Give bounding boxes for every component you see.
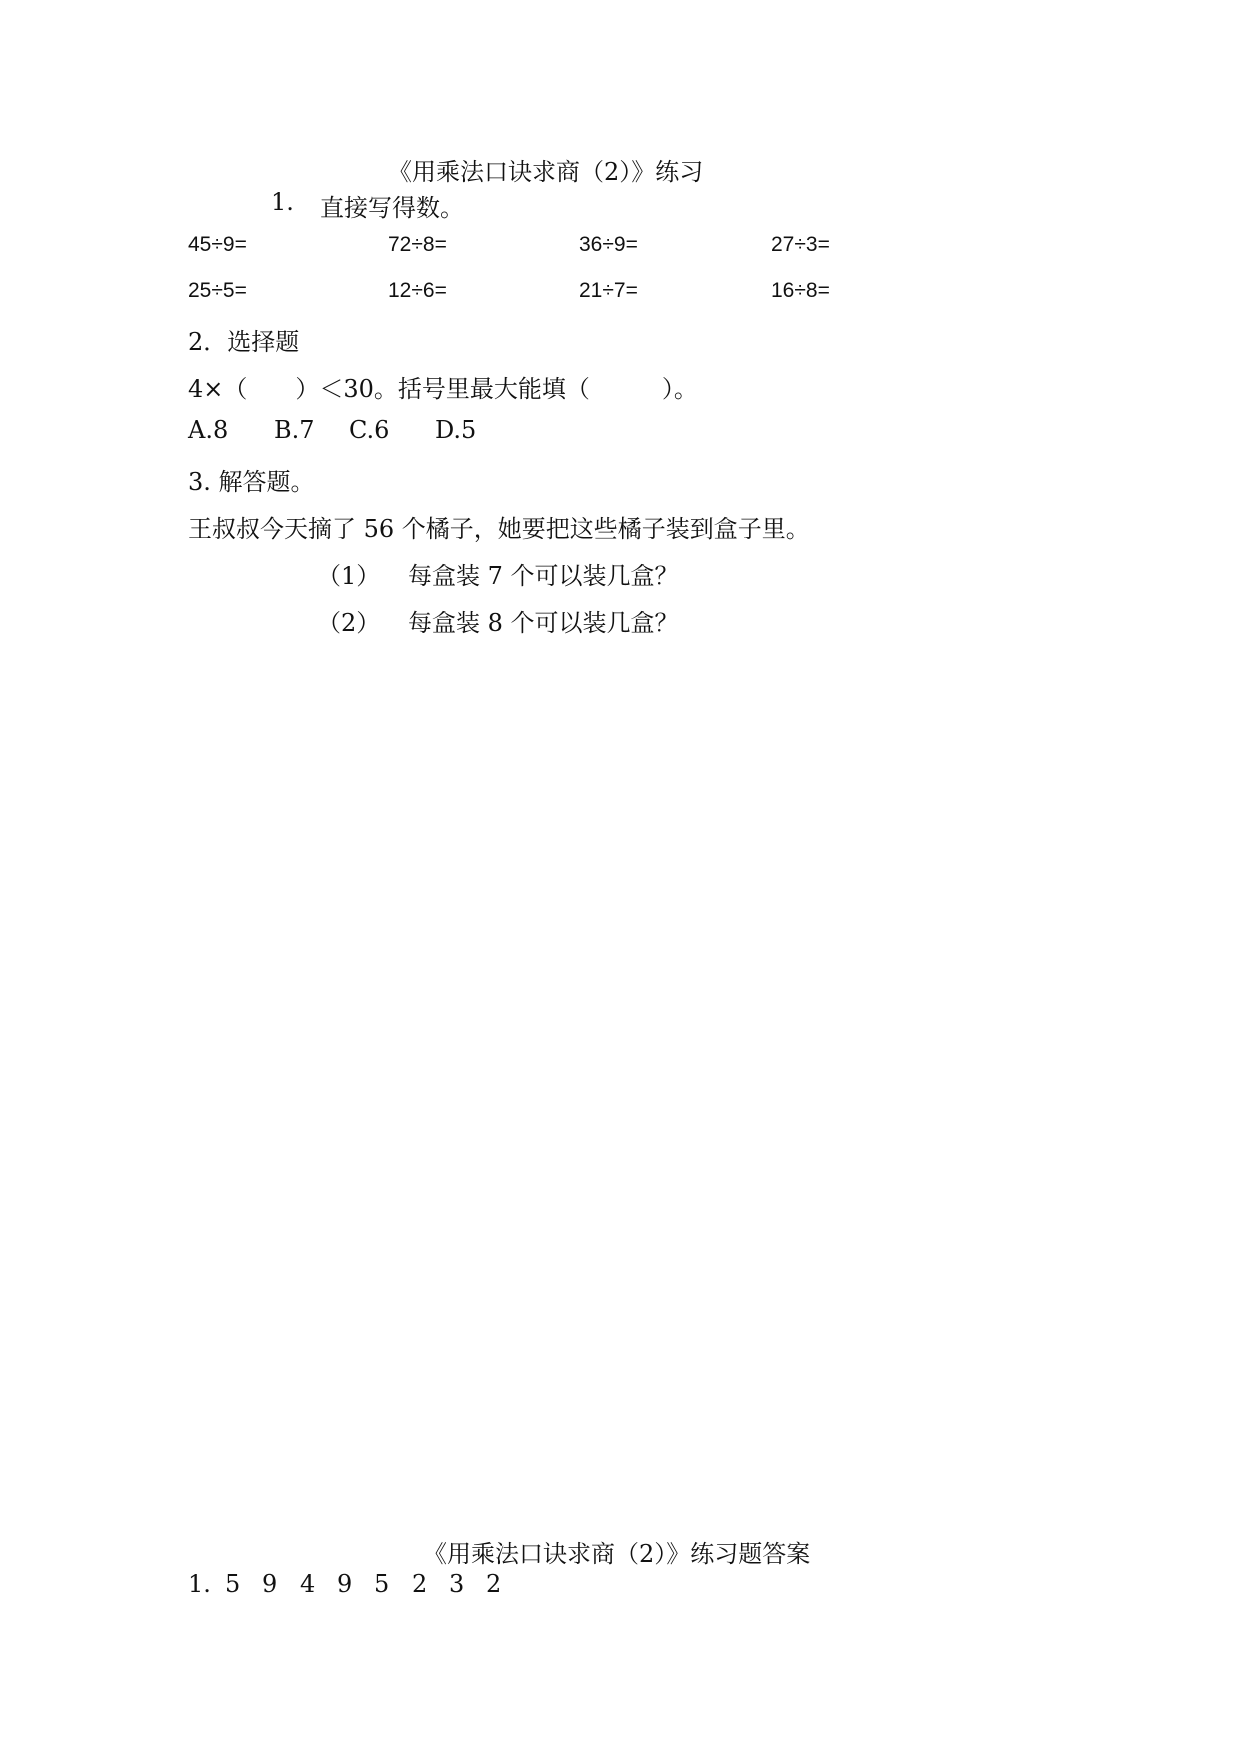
arithmetic-item: 27÷3= (771, 233, 830, 256)
word-problem: 王叔叔今天摘了 56 个橘子，她要把这些橘子装到盒子里。 (188, 515, 810, 543)
sub-question-text: 每盒装 8 个可以装几盒？ (408, 609, 679, 637)
choice-option-c: C.6 (349, 416, 390, 444)
page-title: 《用乘法口诀求商（2）》练习 (388, 158, 704, 186)
answers-title: 《用乘法口诀求商（2）》练习题答案 (423, 1540, 811, 1568)
choice-question: 4×（ ）＜30。括号里最大能填（ ）。 (188, 375, 698, 403)
arithmetic-item: 12÷6= (388, 279, 447, 302)
answer-value: 5 (374, 1570, 390, 1598)
answer-value: 9 (337, 1570, 353, 1598)
arithmetic-item: 21÷7= (579, 279, 638, 302)
arithmetic-item: 16÷8= (771, 279, 830, 302)
answer-value: 2 (486, 1570, 502, 1598)
section3-heading: 3. 解答题。 (188, 468, 315, 496)
choice-option-a: A.8 (188, 416, 229, 444)
arithmetic-item: 45÷9= (188, 233, 247, 256)
sub-question-number: （1） (317, 562, 381, 590)
section1-number: 1. (271, 188, 294, 216)
answer-value: 5 (225, 1570, 241, 1598)
answers-line1-label: 1. (188, 1570, 211, 1598)
arithmetic-item: 36÷9= (579, 233, 638, 256)
arithmetic-item: 25÷5= (188, 279, 247, 302)
section2-heading: 2．选择题 (188, 328, 300, 356)
arithmetic-item: 72÷8= (388, 233, 447, 256)
sub-question-text: 每盒装 7 个可以装几盒？ (408, 562, 679, 590)
choice-option-b: B.7 (274, 416, 315, 444)
section1-heading: 直接写得数。 (320, 194, 464, 222)
answer-value: 2 (412, 1570, 428, 1598)
answer-value: 9 (262, 1570, 278, 1598)
choice-option-d: D.5 (435, 416, 477, 444)
answer-value: 4 (300, 1570, 316, 1598)
sub-question-number: （2） (317, 609, 381, 637)
answer-value: 3 (449, 1570, 465, 1598)
